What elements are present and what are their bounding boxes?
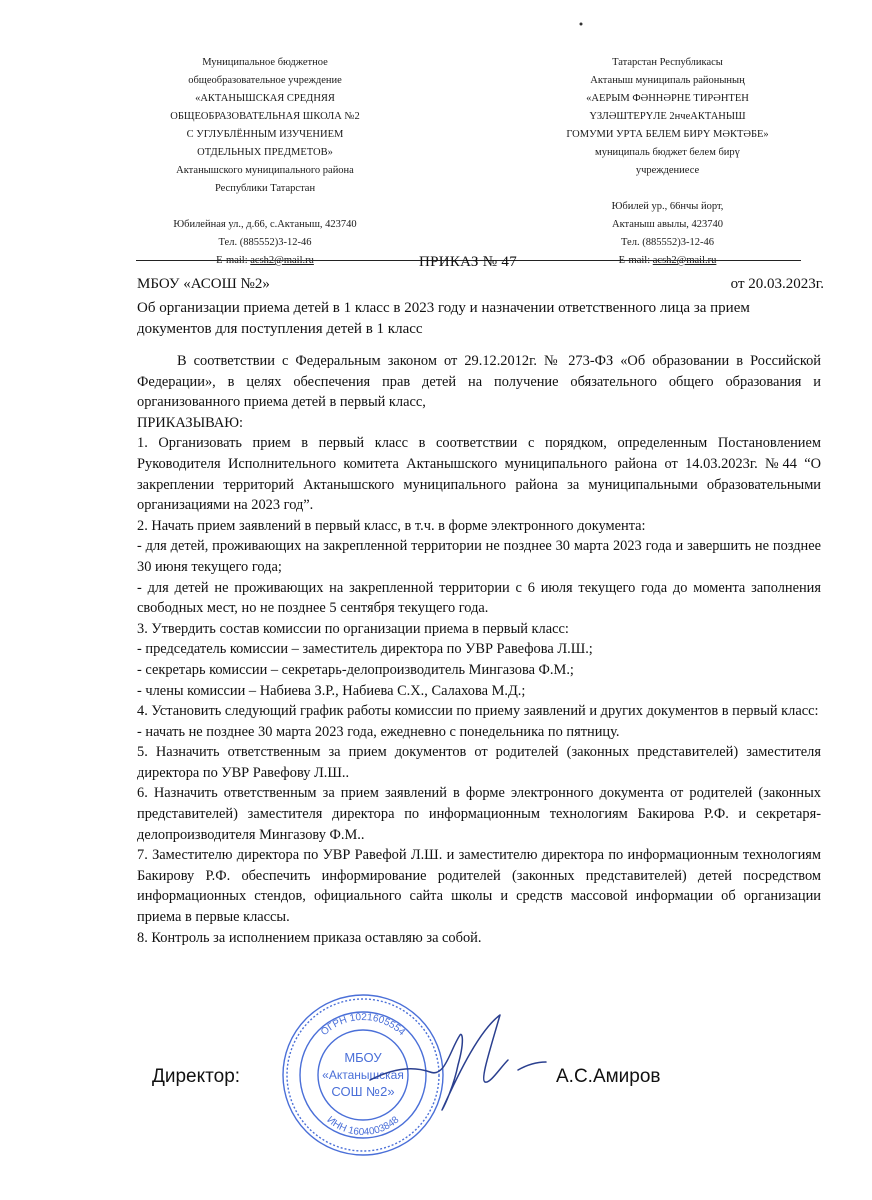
header-left-line: общеобразовательное учреждение [188, 75, 342, 86]
order-item: 5. Назначить ответственным за прием документов от родителей (законных представителей) заместителя директора по УВР Равефову Л.Ш.. [137, 744, 821, 781]
header-left-line: Актанышского муниципального района [176, 165, 354, 176]
school-name: МБОУ «АСОШ №2» [137, 276, 270, 292]
scan-speck [578, 14, 584, 20]
header-right-line: Актаныш муниципаль районының [590, 75, 745, 86]
order-subject: Об организации приема детей в 1 класс в 2023 году и назначении ответственного лица за прием документов для поступления детей в 1 класс [137, 300, 750, 337]
header-right-line: ГОМУМИ УРТА БЕЛЕМ БИРҮ МӘКТӘБЕ» [566, 129, 769, 140]
order-item: 8. Контроль за исполнением приказа оставляю за собой. [137, 929, 482, 946]
speck-shape [578, 21, 584, 27]
order-subitem: - для детей, проживающих на закрепленной территории не позднее 30 марта 2023 года и завершить не позднее 30 июня текущего года; [137, 538, 821, 575]
header-left-line: ОБЩЕОБРАЗОВАТЕЛЬНАЯ ШКОЛА №2 [170, 111, 360, 122]
signature-graphic [350, 1010, 550, 1120]
stamp-line-2: «Актанышская [322, 1068, 404, 1082]
order-subitem: - члены комиссии – Набиева З.Р., Набиева С.Х., Салахова М.Д.; [137, 682, 526, 699]
order-item: 7. Заместителю директора по УВР Равефой Л.Ш. и заместителю директора по информационным технологиям Бакирову Р.Ф. обеспечить информирование родителей (законных представителей) детей посредством информационных стендов, официального сайта школы и средств массовой информации об организации приема в первые классы. [137, 847, 821, 926]
header-left-line: С УГЛУБЛЁННЫМ ИЗУЧЕНИЕМ [186, 129, 344, 140]
director-name: А.С.Амиров [556, 1066, 661, 1087]
order-subitem: - для детей не проживающих на закрепленной территории с 6 июля текущего года до момента заполнения свободных мест, но не позднее 5 сентября текущего года. [137, 579, 821, 617]
order-body [137, 351, 821, 948]
order-item: 6. Назначить ответственным за прием заявлений в форме электронного документа от родителей (законных представителей) заместителя директора по информационным технологиям Бакирова Р.Ф. и секретаря-делопроизводителя Мингазову Ф.М.. [137, 785, 821, 843]
email-label: E-mail: [216, 255, 251, 266]
order-date: от 20.03.2023г. [730, 276, 824, 292]
header-right-address: Юбилей ур., 66нчы йорт, [611, 201, 724, 212]
header-right-line: учреждениесе [635, 165, 700, 176]
header-right-line: муниципаль бюджет белем бирү [595, 147, 740, 158]
order-title: ПРИКАЗ № 47 [418, 254, 518, 270]
header-left-line: Республики Татарстан [214, 183, 316, 194]
header-left-address: Юбилейная ул., д.66, с.Актаныш, 423740 [173, 219, 357, 230]
intro-paragraph: В соответствии с Федеральным законом от 29.12.2012г. № 273-ФЗ «Об образовании в Российской Федерации», в целях обеспечения прав детей на получение обязательного общего образования и организованного приема детей в первый класс, [137, 353, 821, 411]
stamp-ring-bottom: ИНН 1604003848 [324, 1114, 402, 1139]
order-item: 3. Утвердить состав комиссии по организации приема в первый класс: [137, 620, 569, 637]
email-label: E-mail: [618, 255, 653, 266]
order-item: 4. Установить следующий график работы комиссии по приему заявлений и других документов в первый класс: [137, 703, 819, 720]
header-right-email-link[interactable]: acsh2@mail.ru [652, 255, 717, 266]
order-keyword: ПРИКАЗЫВАЮ: [137, 414, 244, 431]
header-right-line: ҮЗЛӘШТЕРҮЛЕ 2нчеАКТАНЫШ [589, 111, 746, 122]
header-left-email-link[interactable]: acsh2@mail.ru [250, 255, 314, 266]
stamp-ring-top: ОГРН 1021605554 [319, 1011, 407, 1039]
header-right-line: «АЕРЫМ ФӘННӘРНЕ ТИРӘНТЕН [586, 93, 749, 104]
order-item: 1. Организовать прием в первый класс в соответствии с порядком, определенным Постановлением Руководителя Исполнительного комитета Актанышского муниципального района от 14.03.2023г. №44 “О закреплении территорий Актанышского муниципального района за муниципальными образовательными организациями на 2023 год”. [137, 435, 821, 514]
director-label: Директор: [152, 1066, 241, 1087]
header-right-block [550, 54, 785, 270]
order-subitem: - председатель комиссии – заместитель директора по УВР Равефова Л.Ш.; [137, 641, 593, 658]
header-left-phone: Тел. (885552)3-12-46 [218, 237, 312, 248]
header-left-line: Муниципальное бюджетное [202, 57, 328, 68]
header-left-block [160, 54, 370, 270]
director-signature [350, 1010, 550, 1120]
order-subitem: - начать не позднее 30 марта 2023 года, ежедневно с понедельника по пятницу. [137, 723, 620, 740]
header-right-phone: Тел. (885552)3-12-46 [621, 237, 714, 248]
order-item: 2. Начать прием заявлений в первый класс, в т.ч. в форме электронного документа: [137, 517, 646, 534]
stamp-line-1: МБОУ [344, 1050, 382, 1065]
order-subitem: - секретарь комиссии – секретарь-делопроизводитель Мингазова Ф.М.; [137, 661, 574, 678]
header-right-line: Татарстан Республикасы [612, 57, 723, 68]
stamp-line-3: СОШ №2» [331, 1084, 395, 1099]
header-left-line: ОТДЕЛЬНЫХ ПРЕДМЕТОВ» [197, 147, 333, 158]
header-right-address: Актаныш авылы, 423740 [611, 219, 724, 230]
header-left-line: «АКТАНЫШСКАЯ СРЕДНЯЯ [195, 93, 335, 104]
